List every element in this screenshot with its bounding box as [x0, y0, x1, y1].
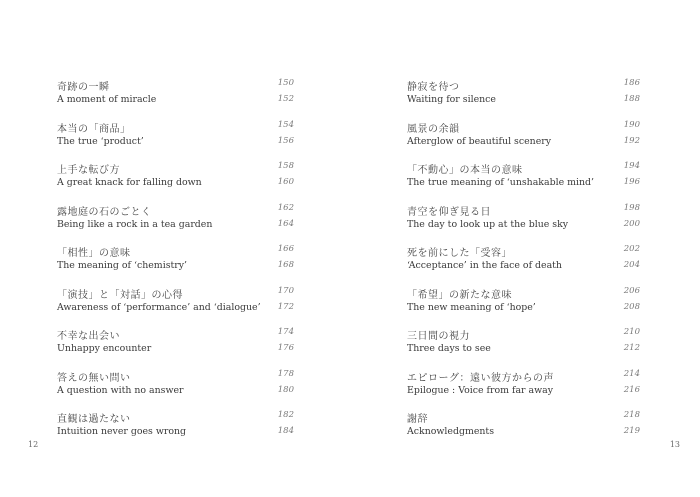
toc-entry-english-page-number: 152 [277, 94, 294, 104]
toc-entry-japanese-line [57, 244, 294, 261]
toc-entry-japanese-page-number: 218 [623, 410, 640, 420]
toc-entry-english-line [57, 177, 294, 194]
toc-entry[interactable] [57, 410, 294, 452]
toc-entry[interactable] [57, 244, 294, 286]
toc-entry-japanese-page-number: 214 [623, 368, 640, 379]
toc-entry[interactable] [57, 203, 294, 245]
toc-entry-japanese-title: 静寂を待つ [407, 82, 460, 93]
toc-entry-english-page-number: 216 [623, 384, 640, 395]
toc-entry-english-page-number: 219 [623, 426, 640, 436]
toc-entry-english-line [407, 343, 640, 360]
toc-entry-japanese-page-number: 182 [277, 410, 294, 420]
toc-entry-japanese-line [57, 161, 294, 178]
toc-list-right [407, 78, 640, 452]
toc-entry-japanese-page-number: 150 [277, 78, 294, 88]
toc-entry-japanese-line [57, 369, 294, 386]
toc-entry-japanese-line [407, 327, 640, 344]
toc-entry[interactable] [407, 286, 640, 328]
toc-entry-japanese-line [407, 203, 640, 220]
toc-entry-english-line [407, 385, 640, 402]
toc-entry-english-line [407, 260, 640, 277]
toc-entry-japanese-page-number: 154 [277, 119, 294, 130]
toc-entry[interactable] [407, 369, 640, 411]
toc-entry-japanese-page-number: 158 [277, 161, 294, 171]
toc-entry-english-line [407, 302, 640, 319]
toc-entry-english-title: Epilogue : Voice from far away [407, 384, 554, 396]
toc-entry-japanese-title: 「希望」の新たな意味 [407, 289, 512, 301]
toc-entry-japanese-title: 露地庭の石のごとく [57, 206, 152, 218]
toc-entry-english-page-number: 200 [623, 218, 640, 229]
toc-entry-japanese-page-number: 186 [623, 78, 640, 88]
toc-entry-english-line [57, 302, 294, 319]
toc-entry[interactable] [57, 78, 294, 120]
toc-entry-japanese-line [407, 120, 640, 137]
toc-entry-japanese-title: エピローグ：遠い彼方からの声 [407, 372, 554, 384]
toc-entry-english-page-number: 204 [623, 260, 640, 270]
toc-entry-english-title: The new meaning of ‘hope’ [407, 301, 536, 313]
toc-entry-japanese-line [57, 410, 294, 427]
toc-entry-english-page-number: 160 [277, 177, 294, 187]
toc-entry-japanese-title: 三日間の視力 [407, 331, 470, 342]
toc-entry-english-line [407, 177, 640, 194]
toc-entry-japanese-title: 奇跡の一瞬 [57, 82, 110, 93]
toc-entry[interactable] [407, 78, 640, 120]
toc-entry-japanese-page-number: 162 [277, 202, 294, 213]
toc-entry-english-page-number: 168 [277, 260, 294, 270]
toc-entry-english-page-number: 188 [623, 94, 640, 104]
page-number-left: 12 [28, 440, 39, 449]
toc-entry-english-title: ‘Acceptance’ in the face of death [407, 260, 562, 271]
toc-entry[interactable] [407, 327, 640, 369]
toc-entry[interactable] [407, 161, 640, 203]
toc-entry-english-title: A moment of miracle [57, 94, 157, 105]
toc-entry-english-title: Waiting for silence [407, 94, 496, 105]
toc-entry-english-line [57, 136, 294, 153]
toc-entry[interactable] [407, 244, 640, 286]
toc-entry-english-title: The true ‘product’ [57, 135, 144, 147]
toc-entry-english-title: Being like a rock in a tea garden [57, 218, 213, 230]
toc-entry-english-page-number: 172 [277, 301, 294, 312]
toc-entry-japanese-line [407, 369, 640, 386]
toc-entry-english-page-number: 192 [623, 135, 640, 146]
toc-entry-japanese-page-number: 198 [623, 202, 640, 213]
toc-entry-japanese-page-number: 170 [277, 285, 294, 296]
toc-entry-english-line [407, 426, 640, 443]
toc-entry-english-line [57, 385, 294, 402]
right-page [350, 0, 700, 497]
toc-entry-japanese-title: 直観は過たない [57, 414, 131, 425]
toc-entry-english-line [57, 343, 294, 360]
toc-entry-english-page-number: 196 [623, 177, 640, 187]
toc-entry-english-title: The true meaning of ‘unshakable mind’ [407, 177, 595, 188]
toc-entry-japanese-title: 上手な転び方 [57, 165, 120, 176]
toc-entry-japanese-line [57, 327, 294, 344]
toc-entry-japanese-page-number: 178 [277, 368, 294, 379]
toc-entry-japanese-title: 青空を仰ぎ見る日 [407, 206, 491, 218]
toc-entry-japanese-page-number: 202 [623, 244, 640, 254]
toc-entry[interactable] [57, 161, 294, 203]
toc-entry-japanese-page-number: 206 [623, 285, 640, 296]
toc-entry-japanese-title: 謝辞 [407, 414, 428, 425]
toc-entry-japanese-page-number: 190 [623, 119, 640, 130]
page-number-right: 13 [669, 440, 680, 449]
toc-entry-japanese-title: 本当の「商品」 [57, 123, 131, 135]
toc-entry[interactable] [407, 120, 640, 162]
toc-entry-japanese-line [407, 161, 640, 178]
toc-entry-english-line [407, 94, 640, 111]
toc-entry-japanese-title: 「不動心」の本当の意味 [407, 165, 523, 176]
toc-entry-english-line [407, 219, 640, 236]
toc-entry-english-title: Intuition never goes wrong [57, 426, 187, 437]
toc-entry-japanese-line [57, 78, 294, 95]
toc-entry[interactable] [57, 327, 294, 369]
toc-entry-japanese-title: 「相性」の意味 [57, 248, 131, 259]
toc-entry-english-title: Afterglow of beautiful scenery [407, 135, 552, 147]
toc-list-left [57, 78, 294, 452]
toc-entry-english-page-number: 164 [277, 218, 294, 229]
toc-entry-english-title: The day to look up at the blue sky [407, 218, 569, 230]
toc-entry-english-title: Awareness of ‘performance’ and ‘dialogue’ [57, 301, 261, 313]
toc-entry-english-title: Acknowledgments [407, 426, 495, 437]
toc-entry-english-title: A question with no answer [57, 384, 184, 396]
toc-entry-japanese-line [407, 244, 640, 261]
toc-entry-japanese-title: 答えの無い問い [57, 372, 131, 384]
toc-entry-english-page-number: 180 [277, 384, 294, 395]
toc-entry-japanese-page-number: 174 [277, 327, 294, 337]
toc-entry-english-title: Unhappy encounter [57, 343, 152, 354]
toc-entry-english-title: The meaning of ‘chemistry’ [57, 260, 188, 271]
toc-entry-english-line [57, 426, 294, 443]
toc-entry-english-title: Three days to see [407, 343, 491, 354]
toc-entry-english-page-number: 212 [623, 343, 640, 353]
toc-entry-japanese-line [407, 286, 640, 303]
toc-entry-english-line [407, 136, 640, 153]
toc-entry-japanese-page-number: 166 [277, 244, 294, 254]
toc-entry[interactable] [57, 286, 294, 328]
toc-entry-japanese-line [407, 410, 640, 427]
toc-entry-japanese-title: 不幸な出会い [57, 331, 120, 342]
toc-entry-japanese-line [57, 203, 294, 220]
toc-entry-english-page-number: 208 [623, 301, 640, 312]
toc-entry-japanese-title: 「演技」と「対話」の心得 [57, 289, 183, 301]
toc-entry[interactable] [407, 410, 640, 452]
toc-entry-english-page-number: 176 [277, 343, 294, 353]
toc-entry[interactable] [57, 120, 294, 162]
toc-entry-japanese-title: 死を前にした「受容」 [407, 248, 512, 259]
toc-entry-japanese-line [57, 286, 294, 303]
toc-entry-japanese-page-number: 210 [623, 327, 640, 337]
toc-entry[interactable] [57, 369, 294, 411]
toc-entry-english-page-number: 184 [277, 426, 294, 436]
toc-entry[interactable] [407, 203, 640, 245]
toc-entry-english-line [57, 219, 294, 236]
toc-entry-english-title: A great knack for falling down [57, 177, 202, 188]
toc-entry-japanese-line [57, 120, 294, 137]
toc-entry-english-page-number: 156 [277, 135, 294, 146]
toc-entry-english-line [57, 260, 294, 277]
toc-entry-japanese-line [407, 78, 640, 95]
toc-entry-english-line [57, 94, 294, 111]
toc-entry-japanese-title: 風景の余韻 [407, 123, 460, 135]
toc-entry-japanese-page-number: 194 [623, 161, 640, 171]
